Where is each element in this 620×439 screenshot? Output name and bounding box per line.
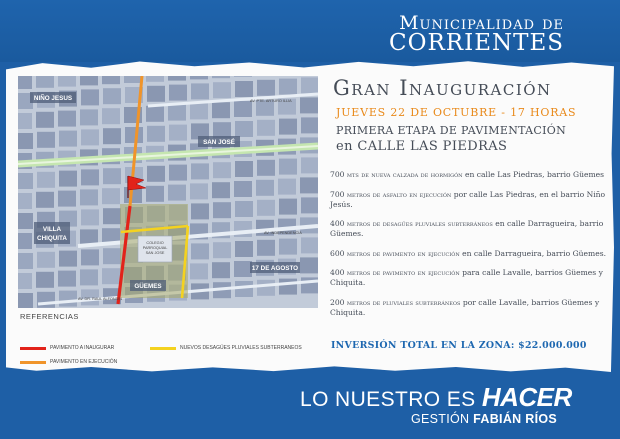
- map-block: [103, 248, 121, 264]
- map-block: [257, 280, 275, 296]
- list-item: 400 metros de pavimento en ejecución para calle Lavalle, barrios Güemes y Chiquita.: [330, 268, 603, 287]
- map-block: [37, 172, 55, 188]
- map-block: [257, 120, 275, 136]
- legend-swatch: [20, 361, 46, 364]
- map-block: [36, 192, 54, 208]
- label-nino-jesus: NIÑO JESUS: [33, 95, 73, 102]
- map-block: [81, 129, 99, 145]
- map-block: [124, 76, 142, 83]
- map-block: [235, 121, 253, 137]
- map-block: [80, 109, 98, 125]
- list-item: 400 metros de desagües pluviales subterráneos en calle Darragueira, barrio Güemes.: [330, 219, 604, 238]
- map-block: [59, 131, 77, 147]
- map-block: [234, 181, 252, 197]
- map-block: [234, 76, 252, 77]
- list-item: 700 metros de asfalto en ejecución por calle Las Piedras, en el barrio Niño Jesús.: [330, 189, 606, 209]
- map-svg: [18, 76, 318, 308]
- map-block: [147, 86, 165, 102]
- map-block: [59, 291, 77, 307]
- street-map: [18, 76, 318, 308]
- map-block: [256, 180, 274, 196]
- event-subtitle-1: PRIMERA ETAPA DE PAVIMENTACIÓN: [336, 124, 567, 137]
- legend-label: PAVIMENTO EN EJECUCIÓN: [50, 359, 118, 365]
- map-block: [257, 80, 275, 96]
- map-block: [58, 76, 76, 87]
- map-block: [213, 122, 231, 138]
- legend-swatch: [150, 347, 176, 350]
- map-block: [301, 157, 318, 173]
- map-block: [18, 133, 33, 149]
- map-block: [18, 253, 33, 269]
- references-title: REFERENCIAS: [20, 312, 79, 321]
- label-villa-chiquita: VILLA: [42, 226, 62, 233]
- municipality-line2: CORRIENTES: [389, 30, 564, 56]
- map-block: [18, 173, 33, 189]
- map-block: [279, 279, 297, 295]
- works-list: [330, 170, 608, 327]
- legend-label: PAVIMENTO A INAUGURAR: [50, 345, 115, 351]
- map-block: [18, 76, 32, 89]
- map-block: [235, 81, 253, 97]
- legend-label: NUEVOS DESAGÜES PLUVIALES SUBTERRANEOS: [180, 345, 302, 351]
- map-block: [213, 82, 231, 98]
- map-block: [36, 272, 54, 288]
- label-17-agosto: 17 DE AGOSTO: [251, 265, 299, 272]
- map-block: [18, 213, 33, 229]
- map-block: [146, 76, 164, 82]
- map-block: [37, 252, 55, 268]
- header-band: [0, 0, 620, 62]
- map-block: [36, 76, 54, 88]
- map-block: [81, 89, 99, 105]
- map-block: [103, 88, 121, 104]
- map-block: [212, 182, 230, 198]
- map-block: [190, 103, 208, 119]
- map-block: [212, 102, 230, 118]
- map-block: [213, 242, 231, 258]
- map-block: [235, 201, 253, 217]
- map-block: [301, 117, 318, 133]
- map-block: [212, 262, 230, 278]
- map-block: [169, 85, 187, 101]
- slogan-strong: HACER: [481, 382, 572, 412]
- map-block: [301, 77, 318, 93]
- map-block: [81, 169, 99, 185]
- map-block: [58, 191, 76, 207]
- map-block: [235, 161, 253, 177]
- map-block: [58, 111, 76, 127]
- signature-strong: FABIÁN RÍOS: [473, 412, 558, 426]
- map-block: [102, 268, 120, 284]
- map-block: [80, 76, 98, 85]
- street-illia: AV. PTE. ARTURO ILLIA: [250, 99, 292, 103]
- map-block: [80, 269, 98, 285]
- map-block: [279, 119, 297, 135]
- map-block: [257, 200, 275, 216]
- map-block: [279, 79, 297, 95]
- map-block: [169, 165, 187, 181]
- signature-pre: GESTIÓN: [411, 412, 474, 426]
- label-san-jose: SAN JOSÉ: [203, 139, 235, 146]
- map-block: [59, 171, 77, 187]
- street-alfonsin: AV. DR. RAUL ALFONSIN: [78, 297, 122, 301]
- map-block: [58, 271, 76, 287]
- map-block: [147, 126, 165, 142]
- map-block: [102, 188, 120, 204]
- map-block: [36, 112, 54, 128]
- map-block: [234, 261, 252, 277]
- map-block: [279, 239, 297, 255]
- map-block: [59, 251, 77, 267]
- street-independencia: AV. INDEPENDENCIA: [264, 231, 302, 235]
- map-block: [102, 76, 120, 84]
- slogan-pre: LO NUESTRO ES: [300, 388, 482, 411]
- map-block: [18, 273, 32, 289]
- landmark-label-1: COLEGIO PARROQUIAL SAN JOSE: [142, 241, 168, 255]
- map-block: [103, 168, 121, 184]
- map-block: [146, 186, 164, 202]
- map-block: [168, 76, 186, 81]
- map-block: [125, 127, 143, 143]
- map-block: [278, 179, 296, 195]
- list-item: 600 metros de pavimento en ejecución en calle Darragueira, barrio Güemes.: [330, 248, 607, 258]
- map-block: [257, 240, 275, 256]
- map-block: [212, 76, 230, 78]
- legend-swatch: [20, 347, 46, 350]
- map-block: [190, 263, 208, 279]
- map-block: [103, 128, 121, 144]
- map-block: [81, 209, 99, 225]
- map-block: [234, 101, 252, 117]
- signature: [411, 412, 557, 426]
- map-block: [300, 257, 318, 273]
- event-subtitle-2: en CALLE LAS PIEDRAS: [336, 139, 508, 154]
- event-title: Gran Inauguración: [333, 76, 552, 100]
- map-block: [146, 106, 164, 122]
- map-block: [18, 293, 33, 308]
- map-block: [300, 97, 318, 113]
- map-block: [37, 292, 55, 308]
- map-block: [191, 243, 209, 259]
- svg-text:CHIQUITA: CHIQUITA: [37, 235, 67, 242]
- map-block: [169, 125, 187, 141]
- map-block: [168, 105, 186, 121]
- map-block: [18, 233, 32, 249]
- map-block: [191, 203, 209, 219]
- label-guemes: GÜEMES: [134, 283, 162, 290]
- map-block: [213, 162, 231, 178]
- list-item: 700 mts de nueva calzada de hormigón en calle Las Piedras, barrio Güemes: [330, 170, 605, 179]
- list-item: 200 metros de pluviales subterráneos por calle Lavalle, barrios Güemes y Chiquita.: [330, 297, 600, 317]
- event-date: JUEVES 22 DE OCTUBRE - 17 HORAS: [336, 106, 577, 119]
- map-block: [103, 208, 121, 224]
- map-block: [301, 237, 318, 253]
- slogan: [300, 382, 572, 413]
- map-block: [18, 113, 32, 129]
- map-block: [191, 163, 209, 179]
- map-block: [190, 183, 208, 199]
- municipality-line1: Municipalidad de: [399, 12, 564, 34]
- map-block: [235, 241, 253, 257]
- map-block: [213, 202, 231, 218]
- map-block: [279, 159, 297, 175]
- investment-total: INVERSIÓN TOTAL EN LA ZONA: $22.000.000: [331, 340, 587, 351]
- map-block: [301, 197, 318, 213]
- map-block: [190, 76, 208, 79]
- map-block: [18, 193, 32, 209]
- map-block: [191, 83, 209, 99]
- map-block: [279, 199, 297, 215]
- map-block: [147, 166, 165, 182]
- map-block: [80, 189, 98, 205]
- map-block: [102, 108, 120, 124]
- map-block: [81, 249, 99, 265]
- map-block: [168, 185, 186, 201]
- map-block: [300, 177, 318, 193]
- map-block: [37, 132, 55, 148]
- map-block: [257, 160, 275, 176]
